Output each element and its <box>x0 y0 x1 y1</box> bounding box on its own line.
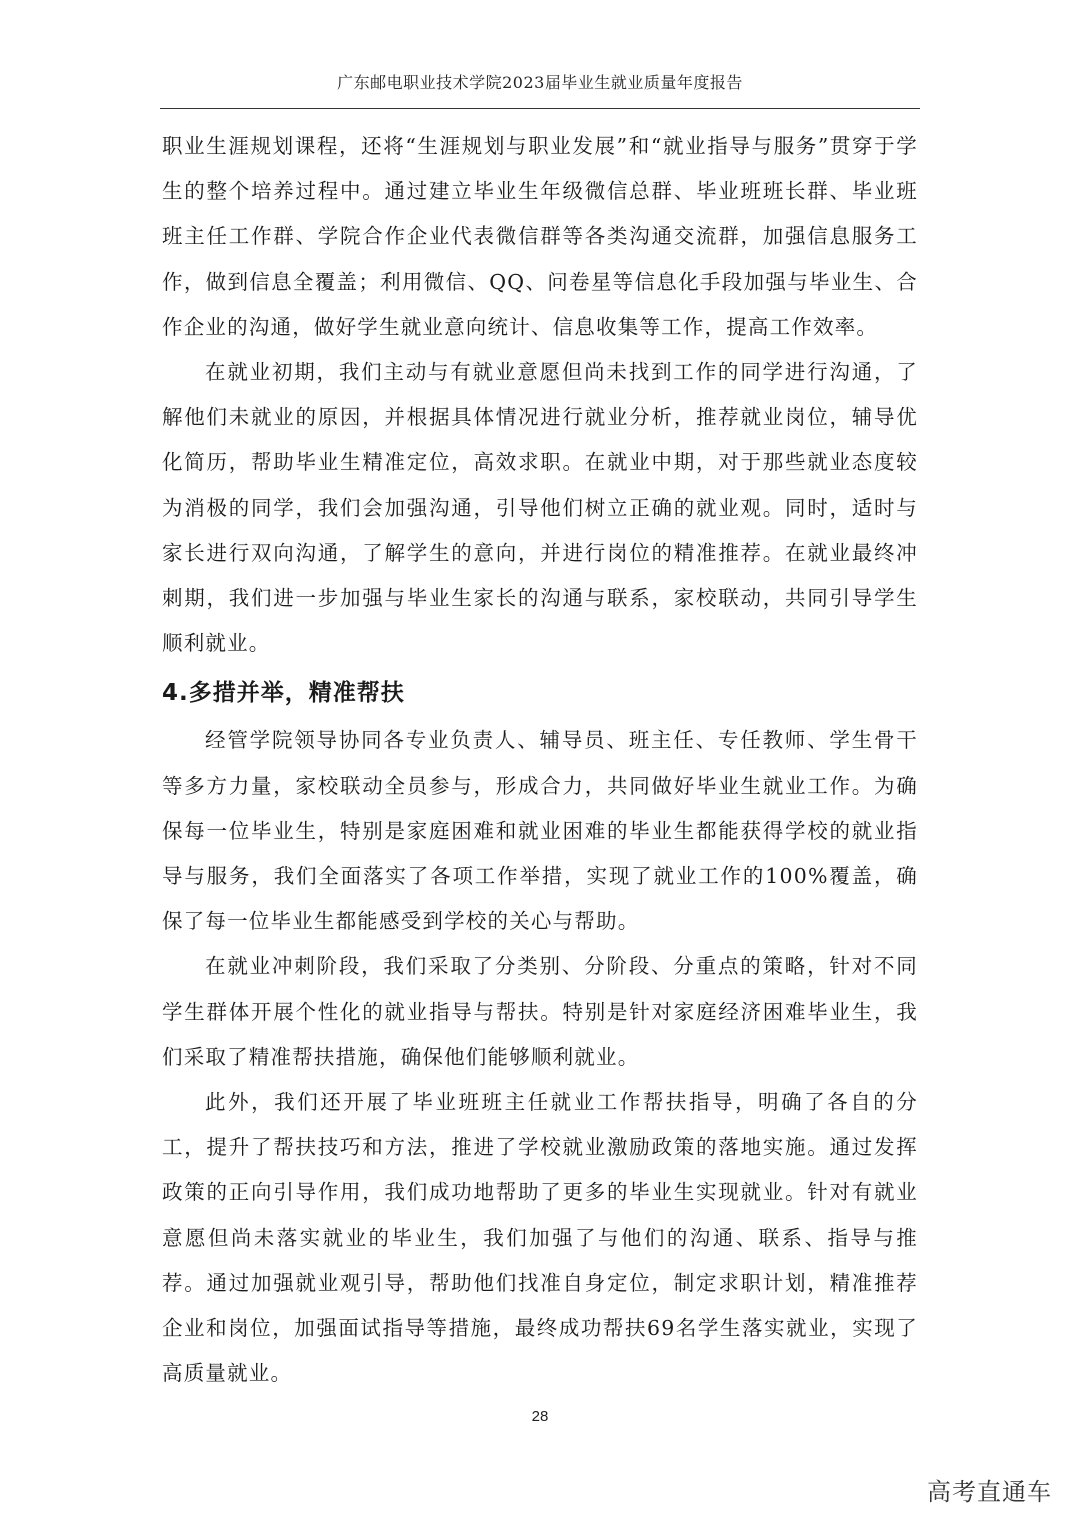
header-divider <box>160 108 920 109</box>
paragraph-2: 在就业初期，我们主动与有就业意愿但尚未找到工作的同学进行沟通，了解他们未就业的原因，并根据具体情况进行就业分析，推荐就业岗位，辅导优化简历，帮助毕业生精准定位，高效求职。在就业中期，对于那些就业态度较为消极的同学，我们会加强沟通，引导他们树立正确的就业观。同时，适时与家长进行双向沟通，了解学生的意向，并进行岗位的精准推荐。在就业最终冲刺期，我们进一步加强与毕业生家长的沟通与联系，家校联动，共同引导学生顺利就业。 <box>162 360 918 656</box>
document-body <box>162 124 918 1396</box>
running-header: 广东邮电职业技术学院2023届毕业生就业质量年度报告 <box>337 73 743 92</box>
paragraph-4: 在就业冲刺阶段，我们采取了分类别、分阶段、分重点的策略，针对不同学生群体开展个性化的就业指导与帮扶。特别是针对家庭经济困难毕业生，我们采取了精准帮扶措施，确保他们能够顺利就业。 <box>162 954 918 1069</box>
section-heading: 4.多措并举，精准帮扶 <box>162 680 405 707</box>
paragraph-1: 职业生涯规划课程，还将“生涯规划与职业发展”和“就业指导与服务”贯穿于学生的整个培养过程中。通过建立毕业生年级微信总群、毕业班班长群、毕业班班主任工作群、学院合作企业代表微信群等各类沟通交流群，加强信息服务工作，做到信息全覆盖；利用微信、QQ、问卷星等信息化手段加强与毕业生、合作企业的沟通，做好学生就业意向统计、信息收集等工作，提高工作效率。 <box>162 134 918 339</box>
paragraph-3: 经管学院领导协同各专业负责人、辅导员、班主任、专任教师、学生骨干等多方力量，家校联动全员参与，形成合力，共同做好毕业生就业工作。为确保每一位毕业生，特别是家庭困难和就业困难的毕业生都能获得学校的就业指导与服务，我们全面落实了各项工作举措，实现了就业工作的100%覆盖，确保了每一位毕业生都能感受到学校的关心与帮助。 <box>162 728 918 934</box>
watermark-label: 高考直通车 <box>927 1478 1052 1506</box>
paragraph-5: 此外，我们还开展了毕业班班主任就业工作帮扶指导，明确了各自的分工，提升了帮扶技巧和方法，推进了学校就业激励政策的落地实施。通过发挥政策的正向引导作用，我们成功地帮助了更多的毕业生实现就业。针对有就业意愿但尚未落实就业的毕业生，我们加强了与他们的沟通、联系、指导与推荐。通过加强就业观引导，帮助他们找准自身定位，制定求职计划，精准推荐企业和岗位，加强面试指导等措施，最终成功帮扶69名学生落实就业，实现了高质量就业。 <box>162 1090 918 1386</box>
page-number: 28 <box>531 1408 549 1425</box>
